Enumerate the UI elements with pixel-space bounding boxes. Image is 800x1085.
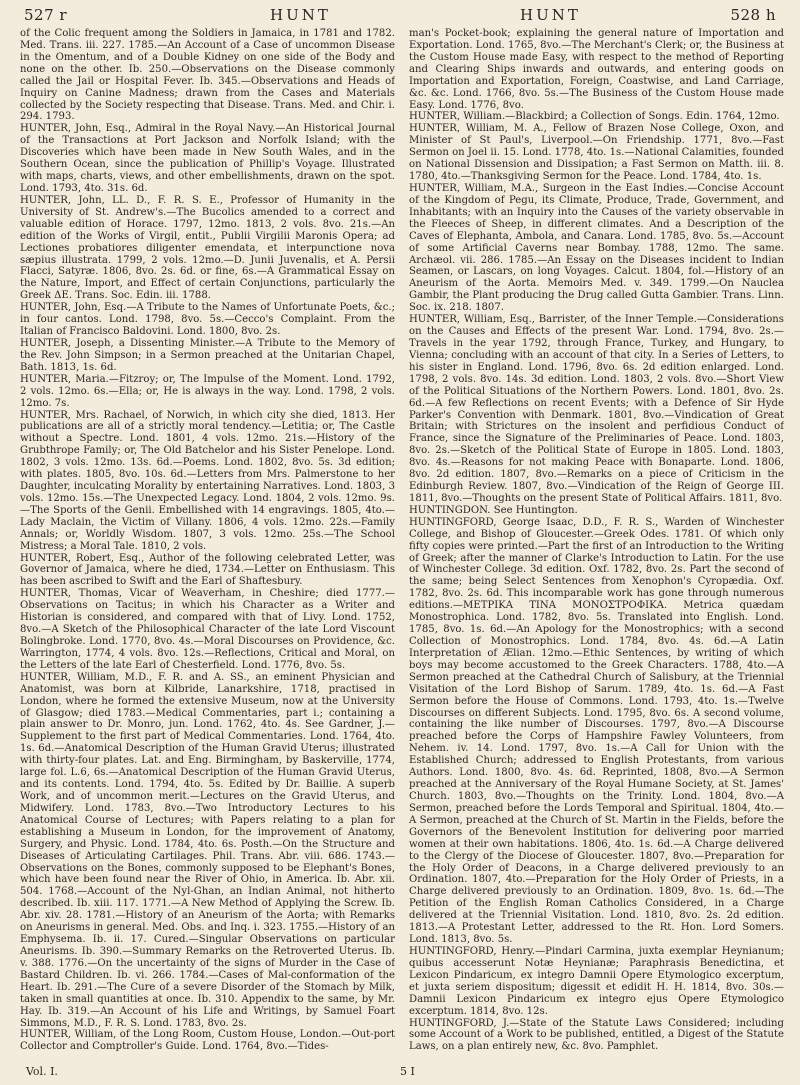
entry-paragraph: HUNTER, Thomas, Vicar of Weaverham, in Cheshire; died 1777.—Observations on Tacitus; in which his Character as a Writer and Historian is considered, and compared with that of Livy. Lond. 1752, 8vo.—A Sketch of the Philosophical Character of the late Lord Viscount Bolingbroke. Lond. 1770, 8vo. 4s.—Moral Discourses on Providence, &c. Warrington, 1774, 4 vols. 8vo. 12s.—Reflections, Critical and Moral, on the Letters of the late Earl of Chesterfield. Lond. 1776, 8vo. 5s.	[20, 588, 395, 671]
entry-paragraph: HUNTER, Robert, Esq., Author of the following celebrated Letter, was Governor of Jamaica, where he died, 1734.—Letter on Enthusiasm. This has been ascribed to Swift and the Earl of Shaftesbury.	[20, 552, 395, 588]
entry-paragraph: HUNTER, Joseph, a Dissenting Minister.—A Tribute to the Memory of the Rev. John Simpson; in a Sermon preached at the Unitarian Chapel, Bath. 1813, 1s. 6d.	[20, 337, 395, 373]
entry-paragraph: HUNTER, John, Esq.—A Tribute to the Names of Unfortunate Poets, &c.; in four cantos. Lond. 1798, 8vo. 5s.—Cecco's Complaint. From the Italian of Francisco Baldovini. Lond. 1800, 8vo. 2s.	[20, 302, 395, 338]
entry-paragraph: HUNTER, William, M.A., Surgeon in the East Indies.—Concise Account of the Kingdom of Pegu, its Climate, Produce, Trade, Government, and Inhabitants; with an Inquiry into the Causes of the variety observable in the Fleeces of Sheep, in different climates. And a Description of the Caves of Elephanta, Ambola, and Canara. Lond. 1785, 8vo. 5s.—Account of some Artificial Caverns near Bombay. 1788, 12mo. The same. Archæol. vii. 286. 1785.—An Essay on the Diseases incident to Indian Seamen, or Lascars, on long Voyages. Calcut. 1804, fol.—History of an Aneurism of the Aorta. Memoirs Med. v. 349. 1799.—On Nauclea Gambir, the Plant producing the Drug called Gutta Gambier. Trans. Linn. Soc. ix. 218. 1807.	[409, 182, 784, 314]
entry-paragraph: HUNTINGFORD, George Isaac, D.D., F. R. S., Warden of Winchester College, and Bishop of Gloucester.—Greek Odes. 1781. Of which only fifty copies were printed.—Part the first of an Introduction to the Writing of Greek; after the manner of Clarke's Introduction to Latin. For the use of Winchester College. 3d edition. Oxf. 1782, 8vo. 2s. Part the second of the same; being Select Sentences from Xenophon's Cyropædia. Oxf. 1782, 8vo. 2s. 6d. This incomparable work has gone through numerous editions.—ΜΕΤΡΙΚΑ ΤΙΝΑ ΜΟΝΟΣΤΡΟΦΙΚΑ. Metrica quædam Monostrophica. Lond. 1782, 8vo. 5s. Translated into English. Lond. 1785, 8vo. 1s. 6d.—An Apology for the Monostrophics; with a second Collection of Monostrophics. Lond. 1784, 8vo. 4s. 6d.—A Latin Interpretation of Ælian. 12mo.—Ethic Sentences, by writing of which boys may become accustomed to the Greek Characters. 1788, 4to.—A Sermon preached at the Cathedral Church of Salisbury, at the Triennial Visitation of the Lord Bishop of Sarum. 1789, 4to. 1s. 6d.—A Fast Sermon before the House of Commons. Lond. 1793, 4to. 1s.—Twelve Discourses on different Subjects. Lond. 1795, 8vo. 6s. A second volume, containing the like number of Discourses. 1797, 8vo.—A Discourse preached before the Corps of Hampshire Fawley Volunteers, from Nehem. iv. 14. Lond. 1797, 8vo. 1s.—A Call for Union with the Established Church; addressed to English Protestants, from various Authors. Lond. 1800, 8vo. 4s. 6d. Reprinted, 1808, 8vo.—A Sermon preached at the Anniversary of the Royal Humane Society, at St. James' Church. 1803, 8vo.—Thoughts on the Trinity. Lond. 1804, 8vo.—A Sermon, preached before the Lords Temporal and Spiritual. 1804, 4to.—A Sermon, preached at the Church of St. Martin in the Fields, before the Governors of the Benevolent Institution for delivering poor married women at their own habitations. 1806, 4to. 1s. 6d.—A Charge delivered to the Clergy of the Diocese of Gloucester. 1807, 8vo.—Preparation for the Holy Order of Deacons, in a Charge delivered previously to an Ordination. 1807, 4to.—Preparation for the Holy Order of Priests, in a Charge delivered previously to an Ordination. 1809, 8vo. 1s. 6d.—The Petition of the English Roman Catholics Considered, in a Charge delivered at the Triennial Visitation. Lond. 1810, 8vo. 2s. 2d edition. 1813.—A Protestant Letter, addressed to the Rt. Hon. Lord Somers. Lond. 1813, 8vo. 5s.	[409, 516, 784, 946]
entry-paragraph: HUNTER, Maria.—Fitzroy; or, The Impulse of the Moment. Lond. 1792, 2 vols. 12mo. 6s.—Ella; or, He is always in the way. Lond. 1798, 2 vols. 12mo. 7s.	[20, 373, 395, 409]
entry-paragraph: HUNTER, William, M.D., F. R. and A. SS., an eminent Physician and Anatomist, was born at Kilbride, Lanarkshire, 1718, practised in London, where he formed the extensive Museum, now at the University of Glasgow; died 1783.—Medical Commentaries, part i.; containing a plain answer to Dr. Monro, jun. Lond. 1762, 4to. 4s. See Gardner, J.—Supplement to the first part of Medical Commentaries. Lond. 1764, 4to. 1s. 6d.—Anatomical Description of the Human Gravid Uterus; illustrated with thirty-four plates. Lat. and Eng. Birmingham, by Baskerville, 1774, large fol. L.6, 6s.—Anatomical Description of the Human Gravid Uterus, and its contents. Lond. 1794, 4to. 5s. Edited by Dr. Baillie. A superb Work, and of uncommon merit.—Lectures on the Gravid Uterus, and Midwifery. Lond. 1783, 8vo.—Two Introductory Lectures to his Anatomical Course of Lectures; with Papers relating to a plan for establishing a Museum in London, for the improvement of Anatomy, Surgery, and Physic. Lond. 1784, 4to. 6s. Posth.—On the Structure and Diseases of Articulating Cartilages. Phil. Trans. Abr. viii. 686. 1743.—Observations on the Bones, commonly supposed to be Elephant's Bones, which have been found near the River of Ohio, in America. Ib. Abr. xii. 504. 1768.—Account of the Nyl-Ghan, an Indian Animal, not hitherto described. Ib. xiii. 117. 1771.—A New Method of Applying the Screw. Ib. Abr. xiv. 28. 1781.—History of an Aneurism of the Aorta; with Remarks on Aneurisms in general. Med. Obs. and Inq. i. 323. 1755.—History of an Emphysema. Ib. ii. 17. Cured.—Singular Observations on particular Aneurisms. Ib. 390.—Summary Remarks on the Retroverted Uterus. Ib. v. 388. 1776.—On the uncertainty of the signs of Murder in the Case of Bastard Children. Ib. vi. 266. 1784.—Cases of Mal-conformation of the Heart. Ib. 291.—The Cure of a severe Disorder of the Stomach by Milk, taken in small quantities at once. Ib. 310. Appendix to the same, by Mr. Hay. Ib. 319.—An Account of his Life and Writings, by Samuel Foart Simmons, M.D., F. R. S. Lond. 1783, 8vo. 2s.	[20, 671, 395, 1029]
entry-paragraph: HUNTER, John, Esq., Admiral in the Royal Navy.—An Historical Journal of the Transactions at Port Jackson and Norfolk Island; with the Discoveries which have been made in New South Wales, and in the Southern Ocean, since the publication of Phillip's Voyage. Illustrated with maps, charts, views, and other embellishments, drawn on the spot. Lond. 1793, 4to. 31s. 6d.	[20, 123, 395, 194]
entry-paragraph: HUNTINGDON. See Huntington.	[409, 504, 578, 516]
volume-label: Vol. I.	[26, 1065, 58, 1078]
entry-paragraph: of the Colic frequent among the Soldiers in Jamaica, in 1781 and 1782. Med. Trans. iii. 227. 1785.—An Account of a Case of uncommon Disease in the Omentum, and of a Double Kidney on one side of the Body and none on the other. Ib. 250.—Observations on the Disease commonly called the Jail or Hospital Fever. Ib. 345.—Observations and Heads of Inquiry on Canine Madness; drawn from the Cases and Materials collected by the Society respecting that Disease. Trans. Med. and Chir. i. 294. 1793.	[20, 28, 395, 123]
running-header	[20, 6, 784, 28]
text-columns	[20, 28, 784, 1063]
left-page-number: 527 r	[24, 6, 68, 24]
entry-paragraph: HUNTER, William.—Blackbird; a Collection of Songs. Edin. 1764, 12mo.	[409, 111, 780, 123]
right-column	[409, 28, 784, 1063]
signature-mark: 5 I	[400, 1065, 415, 1078]
entry-paragraph: HUNTINGFORD, J.—State of the Statute Laws Considered; including some Account of a Work to be published, entitled, a Digest of the Statute Laws, on a plan entirely new, &c. 8vo. Pamphlet.	[409, 1017, 784, 1053]
entry-paragraph: HUNTINGFORD, Henry.—Pindari Carmina, juxta exemplar Heynianum; quibus accesserunt Notæ Heynianæ; Paraphrasis Benedictina, et Lexicon Pindaricum, ex integro Damnii Opere Etymologico excerptum, et juxta seriem dispositum; digessit et edidit H. H. 1814, 8vo. 30s.—Damnii Lexicon Pindaricum ex integro ejus Opere Etymologico excerptum. 1814, 8vo. 12s.	[409, 945, 784, 1017]
entry-paragraph: HUNTER, William, of the Long Room, Custom House, London.—Out-port Collector and Comptroller's Guide. Lond. 1764, 8vo.—Tides-	[20, 1029, 395, 1053]
page-footer	[20, 1065, 784, 1081]
left-headword: HUNT	[270, 6, 331, 24]
entry-paragraph: HUNTER, William, M. A., Fellow of Brazen Nose College, Oxon, and Minister of St Paul's, Liverpool.—On Friendship. 1771, 8vo.—Fast Sermon on Joel ii. 15. Lond. 1778, 4to. 1s.—National Calamities, founded on National Dissension and Dissipation; a Fast Sermon on Matth. iii. 8. 1780, 4to.—Thanksgiving Sermon for the Peace. Lond. 1784, 4to. 1s.	[409, 123, 784, 183]
right-headword: HUNT	[520, 6, 581, 24]
entry-paragraph: HUNTER, John, LL. D., F. R. S. E., Professor of Humanity in the University of St. Andrew's.—The Bucolics amended to a correct and valuable edition of Horace. 1797, 12mo. 1813, 2 vols. 8vo. 21s.—An edition of the Works of Virgil, entit., Publii Virgilii Maronis Opera; ad Lectiones probatiores diligenter emendata, et interpunctione nova sæpius illustrata. 1799, 2 vols. 12mo.—D. Junii Juvenalis, et A. Persii Flacci, Satyræ. 1806, 8vo. 2s. 6d. or fine, 6s.—A Grammatical Essay on the Nature, Import, and Effect of certain Conjunctions, particularly the Greek ΔE. Trans. Soc. Edin. iii. 1788.	[20, 194, 395, 302]
right-page-number: 528 h	[730, 6, 776, 24]
entry-paragraph: HUNTER, William, Esq., Barrister, of the Inner Temple.—Considerations on the Causes and Effects of the present War. Lond. 1794, 8vo. 2s.—Travels in the year 1792, through France, Turkey, and Hungary, to Vienna; concluding with an account of that city. In a Series of Letters, to his sister in England. Lond. 1796, 8vo. 6s. 2d edition enlarged. Lond. 1798, 2 vols. 8vo. 14s. 3d edition. Lond. 1803, 2 vols. 8vo.—Short View of the Political Situations of the Northern Powers. Lond. 1801, 8vo. 2s. 6d.—A few Reflections on recent Events; with a Defence of Sir Hyde Parker's Convention with Denmark. 1801, 8vo.—Vindication of Great Britain; with Strictures on the insolent and perfidious Conduct of France, since the Signature of the Preliminaries of Peace. Lond. 1803, 8vo. 2s.—Sketch of the Political State of Europe in 1805. Lond. 1803, 8vo. 4s.—Reasons for not making Peace with Bonaparte. Lond. 1806, 8vo. 2d edition. 1807, 8vo.—Remarks on a piece of Criticism in the Edinburgh Review. 1807, 8vo.—Vindication of the Reign of George III. 1811, 8vo.—Thoughts on the present State of Political Affairs. 1811, 8vo.	[409, 314, 784, 504]
entry-paragraph: man's Pocket-book; explaining the general nature of Importation and Exportation. Lond. 1765, 8vo.—The Merchant's Clerk; or, the Business at the Custom House made Easy, with respect to the method of Reporting and Clearing Ships inwards and outwards, and entering goods on Importation and Exportation, Foreign, Coastwise, and Land Carriage, &c. &c. Lond. 1766, 8vo. 5s.—The Business of the Custom House made Easy. Lond. 1776, 8vo.	[409, 28, 784, 111]
left-column	[20, 28, 395, 1063]
entry-paragraph: HUNTER, Mrs. Rachael, of Norwich, in which city she died, 1813. Her publications are all of a strictly moral tendency.—Letitia; or, The Castle without a Spectre. Lond. 1801, 4 vols. 12mo. 21s.—History of the Grubthrope Family; or, The Old Batchelor and his Sister Penelope. Lond. 1802, 3 vols. 12mo. 13s. 6d.—Poems. Lond. 1802, 8vo. 5s. 3d edition; with plates. 1805, 8vo. 10s. 6d.—Letters from Mrs. Palmerstone to her Daughter, inculcating Morality by entertaining Narratives. Lond. 1803, 3 vols. 12mo. 15s.—The Unexpected Legacy. Lond. 1804, 2 vols. 12mo. 9s.—The Sports of the Genii. Embellished with 14 engravings. 1805, 4to.—Lady Maclain, the Victim of Villany. 1806, 4 vols. 12mo. 22s.—Family Annals; or, Worldly Wisdom. 1807, 3 vols. 12mo. 25s.—The School Mistress; a Moral Tale. 1810, 2 vols.	[20, 409, 395, 552]
